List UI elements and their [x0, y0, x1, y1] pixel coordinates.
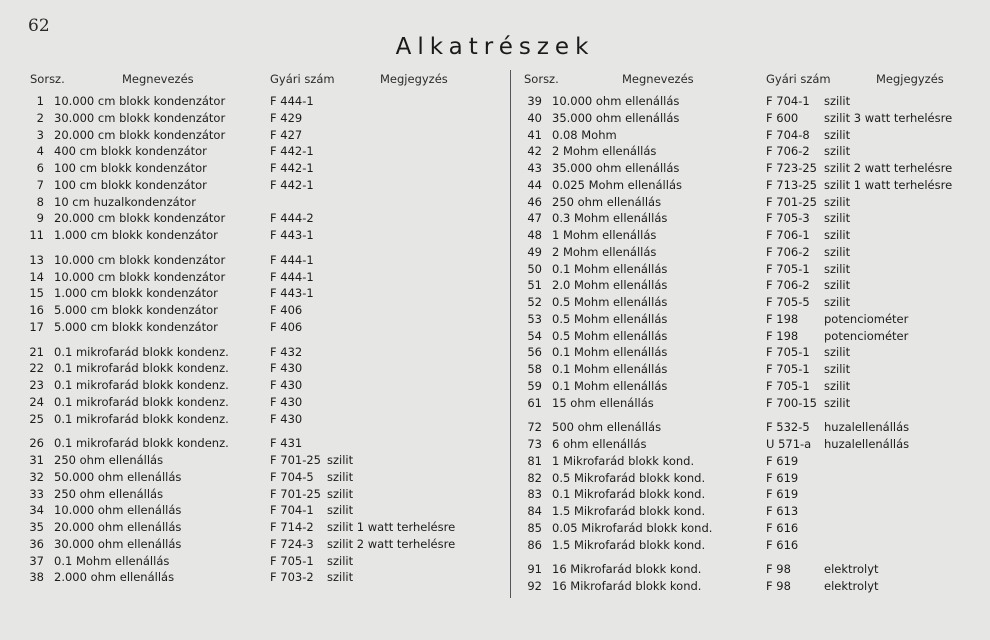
row-description: 10.000 cm blokk kondenzátor [54, 94, 226, 108]
row-note: szilit 2 watt terhelésre [327, 536, 456, 551]
row-number: 16 [29, 303, 44, 317]
table-row [30, 211, 500, 228]
row-description: 1.000 cm blokk kondenzátor [54, 286, 218, 301]
row-note: szilit [327, 453, 354, 467]
table-row [524, 579, 974, 596]
table-header [30, 72, 500, 94]
row-description: 16 Mikrofarád blokk kond. [552, 579, 702, 593]
row-number: 7 [36, 177, 44, 192]
table-row [30, 345, 500, 362]
row-part-code: F 619 [766, 470, 799, 485]
row-number: 72 [527, 420, 542, 435]
table-row [30, 412, 500, 429]
row-note: szilit [327, 503, 354, 518]
table-row [524, 420, 974, 437]
row-description: 10.000 ohm ellenállás [552, 94, 680, 108]
row-part-code: F 619 [766, 453, 799, 468]
row-description: 0.1 Mohm ellenállás [552, 362, 668, 376]
row-note: elektrolyt [824, 562, 879, 577]
row-description: 100 cm blokk kondenzátor [54, 161, 207, 175]
row-part-code: F 443-1 [270, 228, 314, 242]
row-number: 92 [527, 579, 542, 593]
table-body [524, 94, 974, 596]
table-row [30, 286, 500, 303]
table-row [524, 262, 974, 279]
row-part-code: F 706-2 [766, 144, 810, 159]
table-row [524, 245, 974, 262]
row-note: szilit 2 watt terhelésre [824, 161, 953, 175]
row-note: szilit [327, 553, 354, 568]
row-part-code: F 705-3 [766, 211, 810, 226]
row-part-code: F 442-1 [270, 144, 314, 159]
table-row [30, 453, 500, 470]
row-description: 0.1 Mikrofarád blokk kond. [552, 487, 706, 502]
table-row [524, 521, 974, 538]
table-row [524, 295, 974, 312]
table-row [524, 538, 974, 555]
row-number: 91 [527, 562, 542, 577]
row-description: 15 ohm ellenállás [552, 395, 654, 410]
row-description: 35.000 ohm ellenállás [552, 161, 680, 175]
table-row [30, 361, 500, 378]
row-description: 400 cm blokk kondenzátor [54, 144, 207, 159]
table-row [524, 312, 974, 329]
row-part-code: F 444-1 [270, 269, 314, 284]
table-row [524, 504, 974, 521]
row-number: 42 [527, 144, 542, 159]
row-note: szilit 1 watt terhelésre [824, 177, 953, 192]
table-row [524, 195, 974, 212]
row-description: 0.08 Mohm [552, 127, 617, 142]
row-part-code: F 532-5 [766, 420, 810, 435]
row-note: szilit [824, 278, 851, 293]
row-part-code: F 442-1 [270, 161, 314, 175]
table-row [524, 128, 974, 145]
row-part-code: F 616 [766, 537, 799, 552]
row-description: 10.000 cm blokk kondenzátor [54, 252, 226, 267]
row-description: 0.5 Mikrofarád blokk kond. [552, 470, 706, 485]
row-number: 84 [527, 504, 542, 518]
table-header [524, 72, 974, 94]
row-number: 39 [527, 94, 542, 108]
table-row [30, 436, 500, 453]
row-note: szilit [824, 211, 851, 226]
table-row [30, 554, 500, 571]
row-description: 10.000 ohm ellenállás [54, 503, 182, 518]
header-megjegyzes: Megjegyzés [876, 72, 944, 86]
row-part-code: F 704-1 [766, 94, 810, 108]
table-row [30, 253, 500, 270]
row-number: 32 [29, 469, 44, 484]
row-description: 1 Mohm ellenállás [552, 228, 657, 242]
column-divider [510, 70, 511, 598]
row-description: 0.1 Mohm ellenállás [552, 261, 668, 276]
row-description: 30.000 ohm ellenállás [54, 536, 182, 551]
row-number: 43 [527, 161, 542, 175]
parts-table-right [524, 72, 974, 596]
row-part-code: F 706-2 [766, 278, 810, 293]
row-part-code: F 406 [270, 303, 303, 317]
row-note: szilit 3 watt terhelésre [824, 110, 953, 125]
table-row [524, 111, 974, 128]
row-number: 1 [36, 94, 44, 108]
row-description: 0.1 mikrofarád blokk kondenz. [54, 436, 229, 451]
row-note: huzalellenállás [824, 437, 910, 451]
row-part-code: F 431 [270, 436, 303, 451]
row-number: 25 [29, 411, 44, 426]
table-row [524, 161, 974, 178]
table-row [524, 144, 974, 161]
table-row [30, 195, 500, 212]
row-part-code: F 619 [766, 487, 799, 502]
table-row [30, 520, 500, 537]
row-number: 3 [36, 127, 44, 142]
row-number: 6 [36, 161, 44, 175]
row-description: 250 ohm ellenállás [552, 194, 662, 209]
table-row [524, 211, 974, 228]
row-part-code: F 705-5 [766, 295, 810, 309]
row-description: 0.025 Mohm ellenállás [552, 177, 682, 192]
row-description: 0.05 Mikrofarád blokk kond. [552, 520, 713, 535]
row-description: 0.1 mikrofarád blokk kondenz. [54, 411, 229, 426]
row-note: szilit [824, 378, 851, 393]
row-part-code: F 430 [270, 378, 303, 392]
row-part-code: F 443-1 [270, 286, 314, 301]
row-number: 81 [527, 453, 542, 468]
row-number: 14 [29, 269, 44, 284]
row-part-code: F 706-1 [766, 228, 810, 242]
row-part-code: F 705-1 [766, 261, 810, 276]
row-part-code: U 571-a [766, 437, 812, 451]
row-description: 0.5 Mohm ellenállás [552, 328, 668, 343]
row-number: 86 [527, 537, 542, 552]
row-description: 6 ohm ellenállás [552, 437, 647, 451]
table-row [30, 395, 500, 412]
row-part-code: F 98 [766, 579, 791, 593]
row-part-code: F 430 [270, 411, 303, 426]
row-note: szilit [824, 194, 851, 209]
row-number: 37 [29, 553, 44, 568]
row-part-code: F 600 [766, 110, 799, 125]
row-part-code: F 704-5 [270, 469, 314, 484]
row-part-code: F 723-25 [766, 161, 818, 175]
row-part-code: F 430 [270, 394, 303, 409]
row-number: 11 [29, 228, 44, 242]
row-number: 61 [527, 395, 542, 410]
row-number: 85 [527, 520, 542, 535]
row-note: szilit [824, 244, 851, 259]
row-number: 23 [29, 378, 44, 392]
row-number: 48 [527, 228, 542, 242]
header-gyari-szam: Gyári szám [766, 72, 831, 86]
row-number: 51 [527, 278, 542, 293]
row-part-code: F 705-1 [766, 378, 810, 393]
row-number: 33 [29, 486, 44, 501]
row-part-code: F 701-25 [270, 486, 322, 501]
table-row [524, 362, 974, 379]
row-number: 41 [527, 127, 542, 142]
row-description: 2.000 ohm ellenállás [54, 570, 175, 585]
row-number: 46 [527, 194, 542, 209]
table-row [30, 303, 500, 320]
row-number: 31 [29, 453, 44, 467]
row-note: szilit [824, 94, 851, 108]
row-part-code: F 427 [270, 127, 303, 142]
row-description: 0.1 mikrofarád blokk kondenz. [54, 344, 229, 359]
row-description: 20.000 cm blokk kondenzátor [54, 127, 226, 142]
header-gyari-szam: Gyári szám [270, 72, 335, 86]
table-row [30, 111, 500, 128]
row-description: 20.000 cm blokk kondenzátor [54, 211, 226, 226]
row-description: 0.1 Mohm ellenállás [54, 553, 170, 568]
row-part-code: F 714-2 [270, 520, 314, 534]
row-note: szilit [824, 395, 851, 410]
table-row [524, 278, 974, 295]
row-description: 250 ohm ellenállás [54, 453, 164, 467]
page-number: 62 [28, 16, 50, 36]
row-number: 38 [29, 570, 44, 585]
row-note: szilit [327, 469, 354, 484]
row-part-code: F 444-1 [270, 94, 314, 108]
table-row [30, 128, 500, 145]
table-row [30, 228, 500, 245]
table-row [30, 320, 500, 337]
row-description: 1.000 cm blokk kondenzátor [54, 228, 218, 242]
row-part-code: F 706-2 [766, 244, 810, 259]
row-part-code: F 432 [270, 344, 303, 359]
row-number: 53 [527, 311, 542, 326]
row-number: 13 [29, 252, 44, 267]
table-row [30, 470, 500, 487]
row-description: 0.5 Mohm ellenállás [552, 311, 668, 326]
row-note: szilit [824, 362, 851, 376]
row-number: 34 [29, 503, 44, 518]
row-part-code: F 613 [766, 504, 799, 518]
row-note: elektrolyt [824, 579, 879, 593]
row-number: 9 [36, 211, 44, 226]
row-description: 0.3 Mohm ellenállás [552, 211, 668, 226]
table-row [30, 487, 500, 504]
row-number: 24 [29, 394, 44, 409]
row-number: 2 [36, 110, 44, 125]
row-description: 20.000 ohm ellenállás [54, 520, 182, 534]
row-part-code: F 616 [766, 520, 799, 535]
row-description: 0.1 Mohm ellenállás [552, 345, 668, 360]
row-number: 73 [527, 437, 542, 451]
row-number: 82 [527, 470, 542, 485]
row-number: 50 [527, 261, 542, 276]
table-row [30, 570, 500, 587]
row-part-code: F 704-1 [270, 503, 314, 518]
row-number: 40 [527, 110, 542, 125]
header-megnevezes: Megnevezés [122, 72, 194, 86]
row-number: 17 [29, 319, 44, 334]
table-row [524, 178, 974, 195]
row-description: 1.5 Mikrofarád blokk kond. [552, 537, 706, 552]
row-number: 4 [36, 144, 44, 159]
row-number: 49 [527, 244, 542, 259]
row-description: 10.000 cm blokk kondenzátor [54, 269, 226, 284]
table-row [524, 471, 974, 488]
table-row [524, 396, 974, 413]
row-description: 0.5 Mohm ellenállás [552, 295, 668, 309]
row-description: 50.000 ohm ellenállás [54, 469, 182, 484]
row-note: szilit [824, 228, 851, 242]
row-part-code: F 198 [766, 311, 799, 326]
header-sorsz: Sorsz. [30, 72, 65, 86]
table-row [524, 437, 974, 454]
row-part-code: F 701-25 [766, 194, 818, 209]
row-part-code: F 700-15 [766, 395, 818, 410]
table-row [524, 228, 974, 245]
row-note: potenciométer [824, 328, 909, 343]
row-description: 16 Mikrofarád blokk kond. [552, 562, 702, 577]
table-row [524, 487, 974, 504]
row-note: szilit [327, 486, 354, 501]
row-part-code: F 713-25 [766, 177, 818, 192]
row-number: 35 [29, 520, 44, 534]
row-note: huzalellenállás [824, 420, 910, 435]
row-number: 21 [29, 344, 44, 359]
row-number: 59 [527, 378, 542, 393]
page-title: Alkatrészek [395, 34, 595, 60]
row-description: 250 ohm ellenállás [54, 486, 164, 501]
row-part-code: F 701-25 [270, 453, 322, 467]
row-number: 22 [29, 361, 44, 376]
header-sorsz: Sorsz. [524, 72, 559, 86]
row-number: 15 [29, 286, 44, 301]
row-note: szilit 1 watt terhelésre [327, 520, 456, 534]
row-description: 100 cm blokk kondenzátor [54, 177, 207, 192]
table-row [524, 94, 974, 111]
row-number: 44 [527, 177, 542, 192]
header-megnevezes: Megnevezés [622, 72, 694, 86]
table-row [524, 345, 974, 362]
row-description: 2 Mohm ellenállás [552, 144, 657, 159]
row-description: 1 Mikrofarád blokk kond. [552, 453, 695, 468]
row-part-code: F 406 [270, 319, 303, 334]
table-row [524, 329, 974, 346]
table-row [524, 379, 974, 396]
row-description: 2.0 Mohm ellenállás [552, 278, 668, 293]
row-part-code: F 444-2 [270, 211, 314, 226]
row-description: 35.000 ohm ellenállás [552, 110, 680, 125]
row-number: 8 [36, 194, 44, 209]
table-row [30, 144, 500, 161]
row-number: 52 [527, 295, 542, 309]
row-part-code: F 703-2 [270, 570, 314, 585]
row-number: 58 [527, 362, 542, 376]
row-part-code: F 724-3 [270, 536, 314, 551]
row-part-code: F 705-1 [270, 553, 314, 568]
header-megjegyzes: Megjegyzés [380, 72, 448, 86]
row-description: 0.1 mikrofarád blokk kondenz. [54, 378, 229, 392]
table-row [30, 503, 500, 520]
row-description: 5.000 cm blokk kondenzátor [54, 303, 218, 317]
table-body [30, 94, 500, 587]
row-part-code: F 98 [766, 562, 791, 577]
row-description: 5.000 cm blokk kondenzátor [54, 319, 218, 334]
row-part-code: F 430 [270, 361, 303, 376]
row-number: 36 [29, 536, 44, 551]
row-number: 47 [527, 211, 542, 226]
row-note: szilit [824, 144, 851, 159]
row-note: szilit [824, 127, 851, 142]
row-description: 1.5 Mikrofarád blokk kond. [552, 504, 706, 518]
row-part-code: F 705-1 [766, 345, 810, 360]
row-part-code: F 444-1 [270, 252, 314, 267]
row-number: 26 [29, 436, 44, 451]
row-part-code: F 429 [270, 110, 303, 125]
row-description: 0.1 Mohm ellenállás [552, 378, 668, 393]
row-part-code: F 198 [766, 328, 799, 343]
row-part-code: F 442-1 [270, 177, 314, 192]
row-number: 83 [527, 487, 542, 502]
row-note: szilit [824, 261, 851, 276]
row-number: 54 [527, 328, 542, 343]
row-part-code: F 705-1 [766, 362, 810, 376]
row-description: 0.1 mikrofarád blokk kondenz. [54, 361, 229, 376]
row-note: szilit [824, 345, 851, 360]
table-row [524, 454, 974, 471]
row-description: 0.1 mikrofarád blokk kondenz. [54, 394, 229, 409]
table-row [30, 94, 500, 111]
table-row [30, 270, 500, 287]
row-description: 30.000 cm blokk kondenzátor [54, 110, 226, 125]
row-description: 10 cm huzalkondenzátor [54, 194, 196, 209]
parts-table-left [30, 72, 500, 587]
table-row [30, 161, 500, 178]
row-note: potenciométer [824, 311, 909, 326]
table-row [524, 562, 974, 579]
table-row [30, 378, 500, 395]
row-description: 2 Mohm ellenállás [552, 244, 657, 259]
row-number: 56 [527, 345, 542, 360]
table-row [30, 178, 500, 195]
table-row [30, 537, 500, 554]
row-note: szilit [327, 570, 354, 585]
row-description: 500 ohm ellenállás [552, 420, 662, 435]
row-note: szilit [824, 295, 851, 309]
row-part-code: F 704-8 [766, 127, 810, 142]
